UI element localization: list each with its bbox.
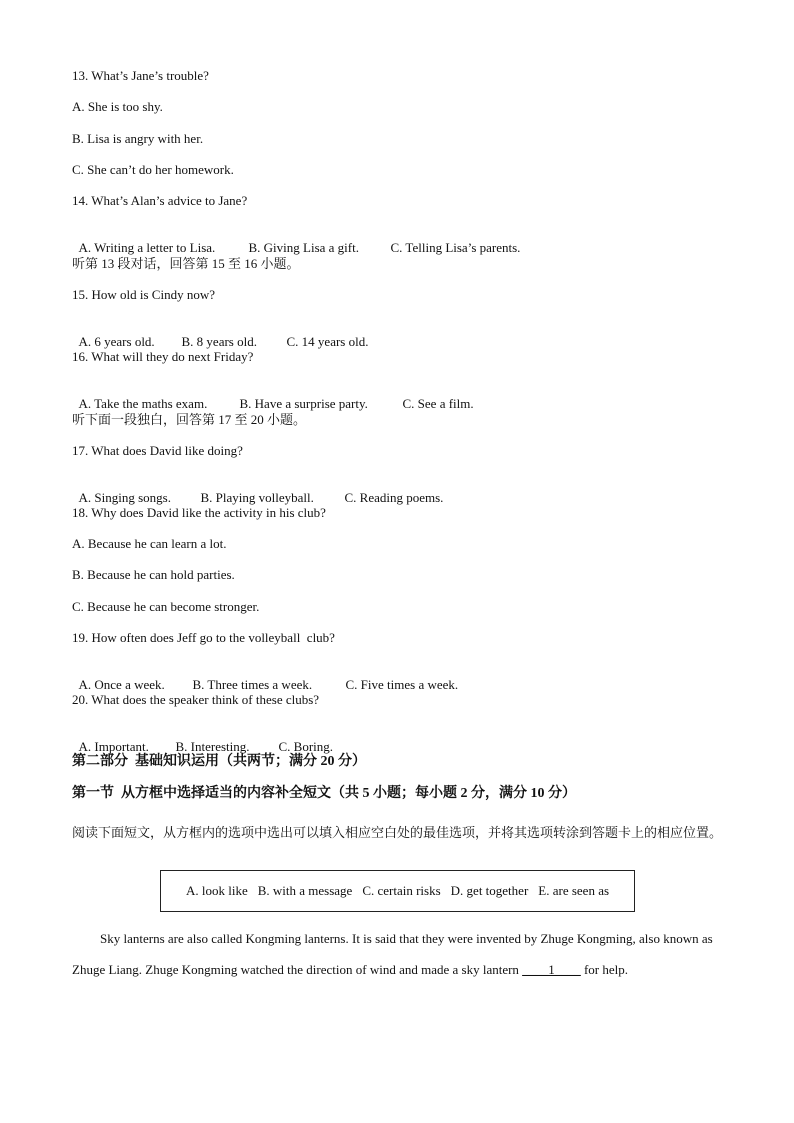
q15-stem: 15. How old is Cindy now? [72, 287, 215, 302]
q16-stem: 16. What will they do next Friday? [72, 349, 254, 364]
word-option-a: A. look like [185, 883, 248, 898]
q17-option-c: C. Reading poems. [344, 490, 444, 505]
q17-option-b: B. Playing volleyball. [200, 490, 314, 505]
q16-options [72, 380, 474, 412]
section1-heading: 第一节 从方框中选择适当的内容补全短文（共 5 小题；每小题 2 分，满分 10 分） [72, 786, 576, 801]
q19-option-a: A. Once a week. [78, 677, 165, 692]
blank-1: ____1____ [522, 962, 581, 977]
instruction-monologue: 听下面一段独白，回答第 17 至 20 小题。 [72, 412, 307, 427]
instruction-dialogue-13: 听第 13 段对话，回答第 15 至 16 小题。 [72, 256, 300, 271]
q13-stem: 13. What’s Jane’s trouble? [72, 68, 209, 83]
q15-option-a: A. 6 years old. [78, 334, 155, 349]
q18-stem: 18. Why does David like the activity in his club? [72, 505, 326, 520]
q13-option-c: C. She can’t do her homework. [72, 162, 234, 177]
q15-options [72, 318, 368, 350]
part2-heading: 第二部分 基础知识运用（共两节；满分 20 分） [72, 754, 366, 769]
q17-stem: 17. What does David like doing? [72, 443, 243, 458]
word-option-b: B. with a message [257, 883, 353, 898]
q13-option-b: B. Lisa is angry with her. [72, 131, 204, 146]
q19-options [72, 661, 458, 693]
q17-option-a: A. Singing songs. [78, 490, 171, 505]
q18-option-a: A. Because he can learn a lot. [72, 536, 227, 551]
word-option-e: E. are seen as [538, 883, 610, 898]
word-option-d: D. get together [450, 883, 529, 898]
q20-options [72, 723, 333, 755]
q20-option-c: C. Boring. [278, 739, 334, 754]
q15-option-c: C. 14 years old. [286, 334, 369, 349]
q14-option-b: B. Giving Lisa a gift. [248, 240, 359, 255]
q16-option-c: C. See a film. [402, 396, 474, 411]
word-option-c: C. certain risks [362, 883, 441, 898]
q14-stem: 14. What’s Alan’s advice to Jane? [72, 193, 248, 208]
word-box [160, 870, 635, 912]
q13-option-a: A. She is too shy. [72, 99, 163, 114]
q19-option-c: C. Five times a week. [345, 677, 459, 692]
q16-option-b: B. Have a surprise party. [239, 396, 368, 411]
passage [72, 923, 722, 985]
q20-option-b: B. Interesting. [175, 739, 250, 754]
q18-option-c: C. Because he can become stronger. [72, 599, 260, 614]
section1-instructions: 阅读下面短文，从方框内的选项中选出可以填入相应空白处的最佳选项，并将其选项转涂到答题卡上的相应位置。 [72, 825, 723, 840]
q18-option-b: B. Because he can hold parties. [72, 567, 235, 582]
q14-option-a: A. Writing a letter to Lisa. [78, 240, 216, 255]
q20-option-a: A. Important. [78, 739, 149, 754]
q15-option-b: B. 8 years old. [181, 334, 257, 349]
passage-after: for help. [580, 962, 628, 977]
q20-stem: 20. What does the speaker think of these clubs? [72, 692, 320, 707]
q16-option-a: A. Take the maths exam. [78, 396, 208, 411]
q17-options [72, 474, 443, 506]
q19-option-b: B. Three times a week. [192, 677, 313, 692]
q19-stem: 19. How often does Jeff go to the volleyball club? [72, 630, 335, 645]
q14-options [72, 224, 520, 256]
passage-text: Sky lanterns are also called Kongming lanterns. It is said that they were invented by Zhuge Kongming, also known as Zhuge Liang. Zhuge Kongming watched the direction of wind and made a sky lantern [72, 931, 713, 977]
q14-option-c: C. Telling Lisa’s parents. [390, 240, 521, 255]
